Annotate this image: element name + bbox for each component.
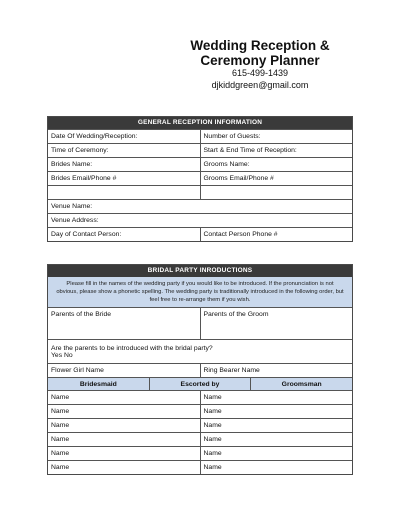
groomsman-name-field[interactable]: Name bbox=[200, 391, 353, 404]
number-of-guests-field[interactable]: Number of Guests: bbox=[200, 130, 353, 143]
flower-girl-field[interactable]: Flower Girl Name bbox=[51, 367, 104, 374]
table-row bbox=[48, 390, 352, 404]
contact-phone-field[interactable]: Contact Person Phone # bbox=[200, 228, 353, 241]
time-of-ceremony-field[interactable]: Time of Ceremony: bbox=[51, 147, 109, 154]
document-header bbox=[155, 38, 365, 91]
table-row bbox=[48, 185, 352, 199]
table-row bbox=[48, 404, 352, 418]
column-header-bridesmaid: Bridesmaid bbox=[48, 378, 149, 390]
table-row bbox=[48, 129, 352, 143]
bridesmaid-name-field[interactable]: Name bbox=[51, 436, 70, 443]
table-row bbox=[48, 446, 352, 460]
general-info-table bbox=[47, 116, 353, 242]
bridesmaid-name-field[interactable]: Name bbox=[51, 450, 70, 457]
email-address: djkiddgreen@gmail.com bbox=[211, 79, 309, 90]
bridal-party-table bbox=[47, 264, 353, 475]
table-row bbox=[48, 199, 352, 213]
venue-address-field[interactable]: Venue Address: bbox=[51, 217, 99, 224]
table-row bbox=[48, 171, 352, 185]
date-of-wedding-field[interactable]: Date Of Wedding/Reception: bbox=[51, 133, 138, 140]
brides-email-field[interactable]: Brides Email/Phone # bbox=[51, 175, 117, 182]
groomsman-name-field[interactable]: Name bbox=[200, 447, 353, 460]
groomsman-name-field[interactable]: Name bbox=[200, 419, 353, 432]
groomsman-name-field[interactable]: Name bbox=[200, 461, 353, 474]
grooms-email-field[interactable]: Grooms Email/Phone # bbox=[200, 172, 353, 185]
table-row bbox=[48, 418, 352, 432]
table-row bbox=[48, 460, 352, 474]
column-header-escorted-by: Escorted by bbox=[149, 378, 251, 390]
parents-introduced-question: Are the parents to be introduced with the bridal party? bbox=[51, 344, 213, 352]
bridesmaid-name-field[interactable]: Name bbox=[51, 408, 70, 415]
title-line-2: Ceremony Planner bbox=[200, 53, 320, 68]
bridal-party-instructions: Please fill in the names of the wedding party if you would like to be introduced. If the pronunciation is not obvious, please show a phonetic spelling. The wedding party is traditionally introduced in the following order, but feel free to re-arrange them if you wish. bbox=[48, 277, 352, 308]
table-row bbox=[48, 227, 352, 241]
groomsman-name-field[interactable]: Name bbox=[200, 405, 353, 418]
bridesmaid-name-field[interactable]: Name bbox=[51, 422, 70, 429]
column-header-groomsman: Groomsman bbox=[250, 378, 352, 390]
grooms-email-extra-field[interactable] bbox=[200, 186, 353, 199]
table-row bbox=[48, 143, 352, 157]
table-row bbox=[48, 432, 352, 446]
bridesmaid-name-field[interactable]: Name bbox=[51, 464, 70, 471]
venue-name-field[interactable]: Venue Name: bbox=[51, 203, 93, 210]
brides-name-field[interactable]: Brides Name: bbox=[51, 161, 93, 168]
parents-introduced-field bbox=[48, 340, 352, 363]
table-row bbox=[48, 308, 352, 339]
ring-bearer-field[interactable]: Ring Bearer Name bbox=[200, 364, 353, 377]
table-row bbox=[48, 339, 352, 363]
title-line-1: Wedding Reception & bbox=[190, 38, 330, 53]
table-row bbox=[48, 363, 352, 377]
brides-email-extra-field[interactable] bbox=[48, 186, 200, 199]
phone-number: 615-499-1439 bbox=[231, 68, 289, 78]
bridesmaid-name-field[interactable]: Name bbox=[51, 394, 70, 401]
parents-of-bride-field[interactable]: Parents of the Bride bbox=[51, 311, 112, 318]
day-of-contact-field[interactable]: Day of Contact Person: bbox=[51, 231, 122, 238]
groomsman-name-field[interactable]: Name bbox=[200, 433, 353, 446]
bridal-party-heading: BRIDAL PARTY INRODUCTIONS bbox=[48, 265, 352, 277]
table-header-row bbox=[48, 377, 352, 390]
grooms-name-field[interactable]: Grooms Name: bbox=[200, 158, 353, 171]
table-row bbox=[48, 213, 352, 227]
general-info-heading: GENERAL RECEPTION INFORMATION bbox=[48, 117, 352, 129]
parents-of-groom-field[interactable]: Parents of the Groom bbox=[200, 308, 353, 339]
start-end-time-field[interactable]: Start & End Time of Reception: bbox=[200, 144, 353, 157]
table-row bbox=[48, 157, 352, 171]
yes-no-options[interactable]: Yes No bbox=[51, 351, 73, 359]
